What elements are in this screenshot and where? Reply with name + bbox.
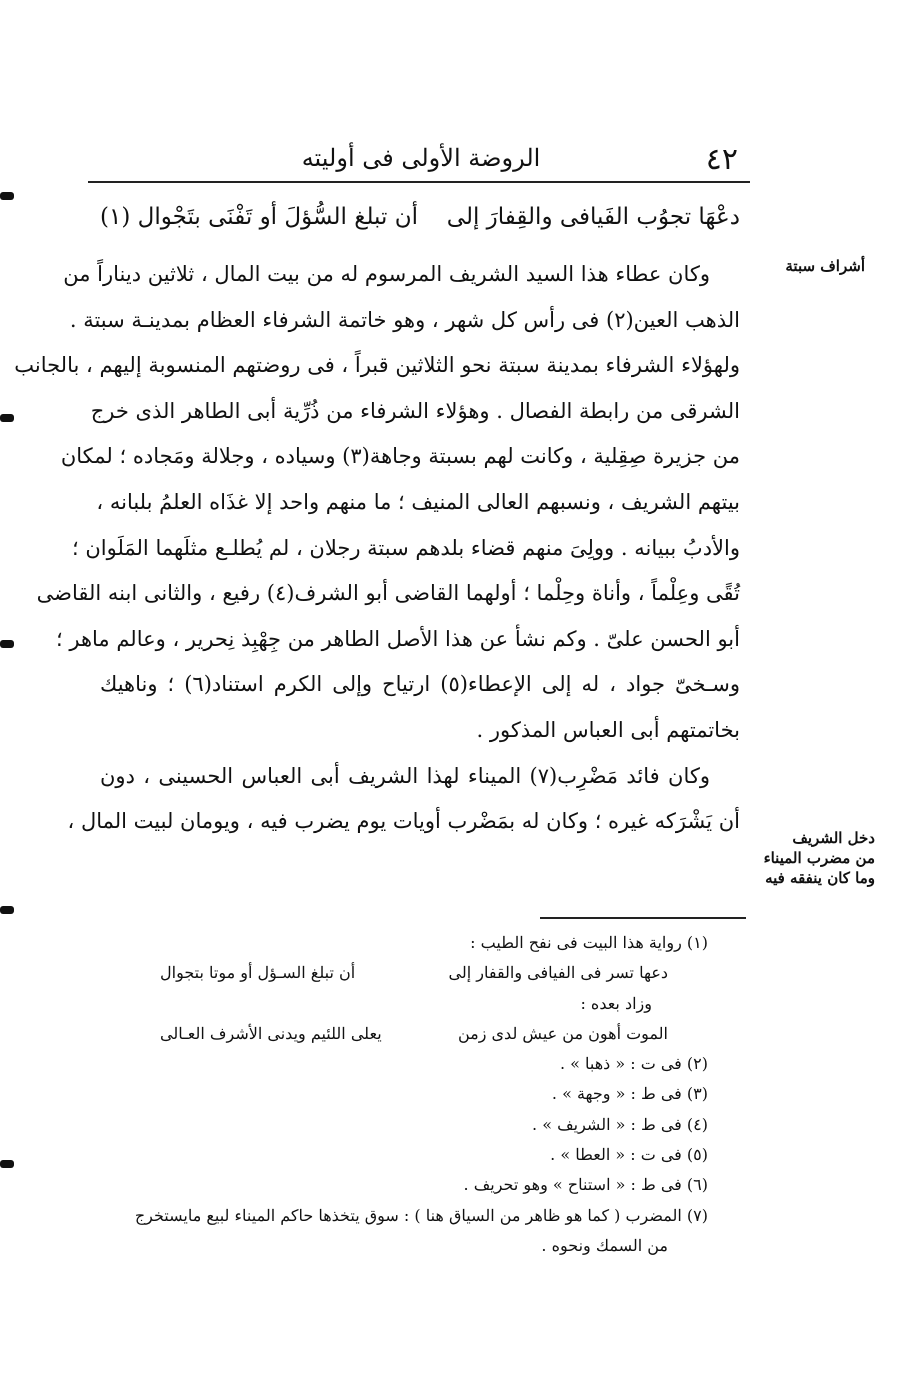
header-rule	[88, 181, 750, 183]
margin-note-line: وما كان ينفقه فيه	[765, 869, 875, 887]
poem-verse	[100, 198, 740, 244]
scan-edge-mark	[0, 414, 14, 422]
text-line: ولهؤلاء الشرفاء بمدينة سبتة نحو الثلاثين قبراً ، فى روضتهم المنسوبة إليهم ، بالجانب	[14, 353, 740, 378]
footnote-7-continuation: من السمك ونحوه .	[541, 1235, 668, 1255]
text-line: بيتهم الشريف ، ونسبهم العالى المنيف ؛ ما منهم واحد إلا غذَاه العلمُ بلبانه ،	[96, 489, 740, 514]
text-line: أن يَشْرَكه غيره ؛ وكان له بمَضْرب أويات يوم يضرب فيه ، ويومان لبيت المال ،	[67, 809, 740, 834]
footnote-3: (٣) فى ط : « وجهة » .	[551, 1084, 708, 1104]
text-line: من جزيرة صِقِلية ، وكانت لهم بسبتة وجاهة(٣) وسياده ، وجلالة ومَجاده ؛ لمكان	[60, 444, 740, 469]
footnote-1: (١) رواية هذا البيت فى نفح الطيب :	[470, 933, 708, 952]
footnote-verse-left: أن تبلغ السـؤل أو موتا بتجوال	[160, 963, 356, 983]
text-line: الشرقى من رابطة الفصال . وهؤلاء الشرفاء من ذُرِّية أبى الطاهر الذى خرج	[90, 398, 740, 423]
footnotes	[100, 928, 708, 1261]
footnote-added-note: وزاد بعده :	[580, 993, 652, 1013]
text-line: وكان فائد مَضْرِب(٧) الميناء لهذا الشريف أبى العباس الحسينى ، دون	[100, 763, 710, 788]
verse-second-hemistich: أن تبلغ السُّؤلَ أو تَفْنَى بتَجْوال (١)	[100, 204, 418, 230]
running-title: الروضة الأولى فى أوليته	[301, 144, 541, 172]
footnote-7: (٧) المضرب ( كما هو ظاهر من السياق هنا ) : سوق يتخذها حاكم الميناء لبيع مايستخرج	[134, 1205, 708, 1225]
text-line: أبو الحسن علىّ . وكم نشأ عن هذا الأصل الطاهر من جِهْبِذ نِحرير ، وعالم ماهر ؛	[56, 626, 740, 651]
text-line: بخاتمتهم أبى العباس المذكور .	[476, 717, 740, 742]
footnote-verse	[100, 958, 708, 988]
footnote-rule	[540, 917, 746, 919]
margin-note-sharifs-of-ceuta: أشراف سبتة	[785, 257, 865, 275]
text-line: والأدبُ ببيانه . وولِىَ منهم قضاء بلدهم سبتة رجلان ، لم يُطلـع مثلَهما المَلَوان ؛	[71, 535, 740, 560]
main-text	[14, 252, 740, 845]
footnote-2: (٢) فى ت : « ذهبا » .	[559, 1054, 708, 1074]
page-number: ٤٢	[705, 142, 738, 177]
page-header	[92, 138, 750, 178]
text-line: وسـخىّ جواد ، له إلى الإعطاء(٥) ارتياح وإلى الكرم استناد(٦) ؛ وناهيك	[100, 672, 740, 697]
scan-edge-mark	[0, 192, 14, 200]
verse-first-hemistich: دعْهَا تجوُب الفَيافى والقِفارَ إلى	[446, 204, 740, 230]
footnote-5: (٥) فى ت : « العطا » .	[550, 1145, 708, 1165]
margin-note-port-revenue	[764, 828, 875, 888]
footnote-6: (٦) فى ط : « استناح » وهو تحريف .	[463, 1175, 708, 1195]
text-line: وكان عطاء هذا السيد الشريف المرسوم له من بيت المال ، ثلاثين ديناراً من	[63, 262, 710, 286]
margin-note-line: دخل الشريف	[792, 829, 875, 847]
text-line: تُقًى وعِلْماً ، وأناة وحِلْما ؛ أولهما القاضى أبو الشرف(٤) رفيع ، والثانى ابنه القاضى	[36, 581, 740, 606]
footnote-verse	[100, 1019, 708, 1049]
scan-edge-mark	[0, 640, 14, 648]
footnote-verse-right: دعها تسر فى الفيافى والقفار إلى	[448, 963, 668, 983]
footnote-4: (٤) فى ط : « الشريف » .	[532, 1114, 708, 1134]
margin-note-line: من مضرب الميناء	[763, 849, 875, 867]
footnote-verse-right: الموت أهون من عيش لدى زمن	[457, 1023, 668, 1043]
text-line: الذهب العين(٢) فى رأس كل شهر ، وهو خاتمة الشرفاء العظام بمدينـة سبتة .	[69, 307, 740, 332]
scan-edge-mark	[0, 906, 14, 914]
scan-edge-mark	[0, 1160, 14, 1168]
footnote-verse-left: يعلى اللئيم ويدنى الأشرف العـالى	[160, 1023, 382, 1043]
